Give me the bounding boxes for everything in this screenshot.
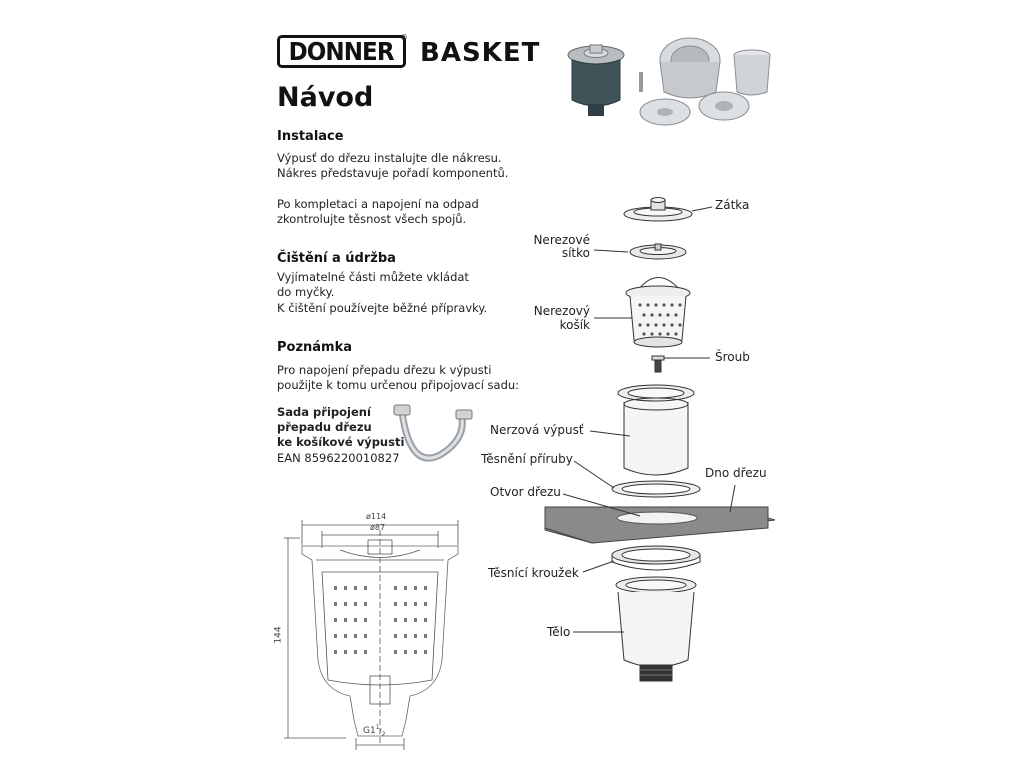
registered-mark: ® xyxy=(400,33,408,42)
label-flange-gasket: Těsnění příruby xyxy=(481,452,573,466)
label-outlet: Nerzová výpusť xyxy=(490,423,584,437)
install-heading: Instalace xyxy=(277,129,344,144)
install-line-1: Výpusť do dřezu instalujte dle nákresu. xyxy=(277,151,502,165)
install-line-3: Po kompletaci a napojení na odpad xyxy=(277,197,479,211)
cleaning-line-3: K čištění používejte běžné přípravky. xyxy=(277,301,488,315)
label-body: Tělo xyxy=(547,625,571,639)
note-line-1: Pro napojení přepadu dřezu k výpusti xyxy=(277,363,492,377)
label-basket-line-1: Nerezový xyxy=(533,304,590,318)
kit-line-2: přepadu dřezu xyxy=(277,420,372,434)
drawing-basket-holes xyxy=(334,586,427,654)
kit-line-1: Sada připojení xyxy=(277,405,371,419)
cleaning-line-2: do myčky. xyxy=(277,285,335,299)
dim-outer-diameter: ø114 xyxy=(366,512,387,521)
kit-line-3: ke košíkové výpusti xyxy=(277,435,405,449)
dim-inner-diameter: ø87 xyxy=(370,523,386,532)
label-strainer-line-2: sítko xyxy=(561,246,590,260)
dim-thread: $G1^1/_2$ xyxy=(363,724,386,738)
cleaning-line-1: Vyjímatelné části můžete vkládat xyxy=(277,270,469,284)
install-line-4: zkontrolujte těsnost všech spojů. xyxy=(277,212,467,226)
label-basket-line-2: košík xyxy=(559,318,590,332)
label-sink-hole: Otvor dřezu xyxy=(490,485,561,499)
product-name: BASKET xyxy=(420,38,541,68)
label-strainer-line-1: Nerezové xyxy=(533,233,590,247)
label-screw: Šroub xyxy=(715,350,750,364)
dim-thread-den: 2 xyxy=(381,730,386,738)
brand-name: DONNER xyxy=(288,37,395,66)
note-heading: Poznámka xyxy=(277,340,353,355)
note-line-2: použijte k tomu určenou připojovací sadu: xyxy=(277,378,520,392)
install-line-2: Nákres představuje pořadí komponentů. xyxy=(277,166,509,180)
dim-thread-num: 1 xyxy=(375,724,380,731)
label-stopper: Zátka xyxy=(715,198,750,212)
label-sealing-ring: Těsnící kroužek xyxy=(488,566,579,580)
dim-thread-label: G1 xyxy=(363,726,376,736)
cleaning-heading: Čištění a údržba xyxy=(277,251,396,266)
label-sink-bottom: Dno dřezu xyxy=(705,466,767,480)
dim-height: 144 xyxy=(273,626,284,644)
kit-ean: EAN 8596220010827 xyxy=(277,451,400,465)
page-title: Návod xyxy=(277,82,374,113)
